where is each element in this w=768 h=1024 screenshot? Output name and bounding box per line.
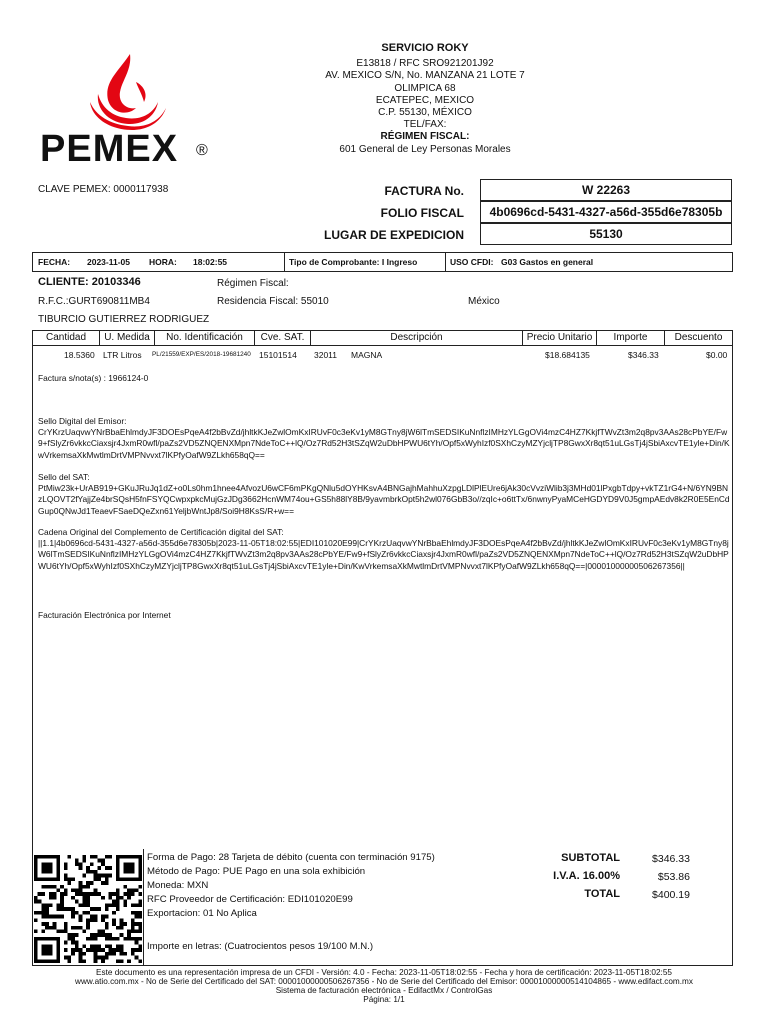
row-identificacion: PL/21559/EXP/ES/2018-19681240 bbox=[152, 351, 251, 358]
issuer-name: SERVICIO ROKY bbox=[381, 42, 469, 54]
fecha-value: 2023-11-05 bbox=[87, 257, 131, 267]
col-identificacion: No. Identificación bbox=[155, 331, 255, 345]
iva-label: I.V.A. 16.00% bbox=[553, 870, 620, 882]
rfc-proveedor: RFC Proveedor de Certificación: EDI101020E99 bbox=[147, 894, 353, 905]
facturacion-label: Facturación Electrónica por Internet bbox=[38, 610, 171, 620]
pemex-eagle-icon bbox=[38, 52, 218, 132]
forma-pago: Forma de Pago: 28 Tarjeta de débito (cuenta con terminación 9175) bbox=[147, 852, 435, 863]
sello-sat: PtMiw23k+UrAB919+GKuJRuJq1dZ+o0Ls0hm1hnee4AfvozU6wCF6mPKgQNlu5dOYHKsvA4BNGajhMahhuXzpgLDlPlEUre6jAk30cVvziWlib3j3MHd01lPxgbTdpy+vkTZ1rG4+N/6YN9BNzLQOVT2fYajjZe4brSQsH5fnFSYQCwpxpkcMujGzJDg3662HcnWM74ou+GS5h88lY8B/9yavmbrkOpt5h2wl076GbB3o//zqIc+o6ttTx/6nwnyPyaMCeHGDYD9V0J5gmpAEdv8k2R0E5EnCdGup0QNwJd1TeaevFSaeDQeZxn61YeljbWntJp8/Soi9H8KsS/R+w== bbox=[38, 483, 730, 516]
importe-letras: Importe en letras: (Cuatrocientos pesos 19/100 M.N.) bbox=[147, 941, 374, 952]
cadena: ||1.1|4b0696cd-5431-4327-a56d-355d6e78305b|2023-11-05T18:02:55|EDI101020E99|CrYKrzUaqvwYNrBbaEhlmdyJF3DOEsPqeA4f2bBvZd/jhltkKJeZwlOmKxIRUvF0c3eKv1yM8GTny8jW6lTmSEDSIKuNnflzIMHzYLGgOVi4mzC4HZ7KkjfTWvZt3m2q8pv3AAs28cPbYE/Fw9+fSlyZr6vkkcCiaxsjr4JxmR0wfl/paZs2VD5ZNQENXMpn7NdeToC++lQ/Oz7Rd52H3tSZqW2uDbHPWU6tYh/Opf5xWyhIzf0SXhCzyMZYjcljTP8GwxXr8qt51uLGsTj4jSbiAxcvTE1yle+Din/KwVrkemsaXkMwtlmDrtVMPNvvxt7lKPfyOafW9ZLkh658qQ==|00001000000506267356|| bbox=[38, 538, 729, 571]
footer-line3: Sistema de facturación electrónica - EdifactMx / ControlGas bbox=[275, 986, 493, 995]
tipo-comprobante: Tipo de Comprobante: I Ingreso bbox=[289, 257, 418, 267]
folio-value: 4b0696cd-5431-4327-a56d-355d6e78305b bbox=[480, 201, 732, 223]
sello-emisor-label: Sello Digital del Emisor: bbox=[38, 416, 127, 426]
exportacion: Exportacion: 01 No Aplica bbox=[147, 908, 257, 919]
total-value: $400.19 bbox=[652, 889, 690, 901]
footer-line1: Este documento es una representación impresa de un CFDI - Versión: 4.0 - Fecha: 2023-11-05T18:02:55 - Fecha y hora de certificación: 2023-11-05T18:02:55 bbox=[96, 968, 672, 977]
header-row bbox=[32, 252, 733, 272]
factura-value: W 22263 bbox=[480, 179, 732, 201]
col-descuento: Descuento bbox=[674, 332, 723, 343]
client-pais: México bbox=[468, 296, 500, 307]
qr-code-icon bbox=[34, 855, 142, 963]
subtotal-label: SUBTOTAL bbox=[561, 852, 620, 864]
issuer-line1: E13818 / RFC SRO921201J92 bbox=[356, 58, 494, 70]
issuer-line6: TEL/FAX: bbox=[403, 119, 447, 131]
fecha-label: FECHA: bbox=[38, 257, 71, 267]
uso-cfdi-label: USO CFDI: bbox=[450, 257, 494, 267]
row-importe: $346.33 bbox=[628, 350, 659, 360]
row-descuento: $0.00 bbox=[706, 350, 728, 360]
col-cantidad: Cantidad bbox=[33, 331, 100, 345]
issuer-line2: AV. MEXICO S/N, No. MANZANA 21 LOTE 7 bbox=[325, 70, 525, 82]
qr-code-graphic bbox=[34, 855, 142, 963]
qr-divider bbox=[143, 849, 144, 966]
sello-sat-label: Sello del SAT: bbox=[38, 472, 90, 482]
lugar-label: LUGAR DE EXPEDICION bbox=[324, 228, 465, 242]
items-table-header bbox=[32, 330, 733, 346]
row-precio: $18.684135 bbox=[545, 350, 590, 360]
metodo-pago: Método de Pago: PUE Pago en una sola exhibición bbox=[147, 866, 366, 877]
client-rfc: R.F.C.:GURT690811MB4 bbox=[38, 296, 150, 307]
footer-line4: Página: 1/1 bbox=[363, 995, 405, 1004]
regimen-label: RÉGIMEN FISCAL: bbox=[380, 131, 470, 143]
client-id: CLIENTE: 20103346 bbox=[38, 276, 141, 288]
pemex-wordmark: PEMEX bbox=[40, 128, 179, 170]
clave-pemex: CLAVE PEMEX: 0000117938 bbox=[38, 184, 169, 195]
cadena-label: Cadena Original del Complemento de Certificación digital del SAT: bbox=[38, 527, 284, 537]
row-code: 32011 bbox=[314, 350, 338, 360]
notas: Factura s/nota(s) : 1966124-0 bbox=[38, 373, 149, 383]
issuer-line5: C.P. 55130, MÉXICO bbox=[378, 107, 472, 119]
issuer-line3: OLIMPICA 68 bbox=[394, 82, 456, 94]
lugar-value: 55130 bbox=[480, 223, 732, 245]
subtotal-value: $346.33 bbox=[652, 853, 690, 865]
row-unidad: LTR Litros bbox=[103, 350, 142, 360]
issuer-line4: ECATEPEC, MEXICO bbox=[375, 94, 475, 106]
regimen-value: 601 General de Ley Personas Morales bbox=[339, 143, 511, 155]
footer-line2: www.atio.com.mx - No de Serie del Certificado del SAT: 00001000000506267356 - No de Serie del Certificado del Emisor: 00001000000514104865 - www.edifact.com.mx bbox=[75, 977, 693, 986]
total-label: TOTAL bbox=[584, 888, 620, 900]
factura-label: FACTURA No. bbox=[384, 184, 464, 198]
issuer-block bbox=[300, 42, 550, 156]
registered-mark: ® bbox=[196, 142, 208, 159]
uso-cfdi-value: G03 Gastos en general bbox=[501, 257, 594, 267]
iva-value: $53.86 bbox=[657, 871, 690, 883]
footer bbox=[0, 968, 768, 1004]
client-regimen: Régimen Fiscal: bbox=[217, 278, 289, 289]
col-precio: Precio Unitario bbox=[523, 331, 597, 345]
folio-label: FOLIO FISCAL bbox=[380, 206, 464, 220]
sello-emisor: CrYKrzUaqvwYNrBbaEhlmdyJF3DOEsPqeA4f2bBvZd/jhltkKJeZwlOmKxIRUvF0c3eKv1yM8GTny8jW6lTmSEDSIKuNnflzIMHzYLGgOVi4mzC4HZ7KkjfTWvZt3m2q8pv3AAs28cPbYE/Fw9+fSlyZr6vkkcCiaxsjr4JxmR0wfl/paZs2VD5ZNQENXMpn7NdeToC++lQ/Oz7Rd52H3tSZqW2uDbHPWU6tYh/Opf5xWyhIzf0SXhCzyMZYjcljTP8GwxXr8qt51uLGsTj4jSbiAxcvTE1yle+Din/KwVrkemsaXkMwtlmDrtVMPNvvxt7lKPfyOafW9ZLkh658qQ== bbox=[38, 427, 730, 460]
col-cve-sat: Cve. SAT. bbox=[255, 331, 311, 345]
hora-value: 18:02:55 bbox=[193, 257, 228, 267]
col-descripcion: Descripción bbox=[311, 331, 523, 345]
client-residencia: Residencia Fiscal: 55010 bbox=[217, 296, 329, 307]
col-importe: Importe bbox=[597, 331, 665, 345]
row-cve-sat: 15101514 bbox=[259, 350, 297, 360]
row-descripcion: MAGNA bbox=[351, 350, 383, 360]
col-unidad: U. Medida bbox=[100, 331, 155, 345]
moneda: Moneda: MXN bbox=[147, 880, 209, 891]
client-name: TIBURCIO GUTIERREZ RODRIGUEZ bbox=[38, 314, 210, 325]
row-cantidad: 18.5360 bbox=[64, 350, 95, 360]
hora-label: HORA: bbox=[149, 257, 177, 267]
